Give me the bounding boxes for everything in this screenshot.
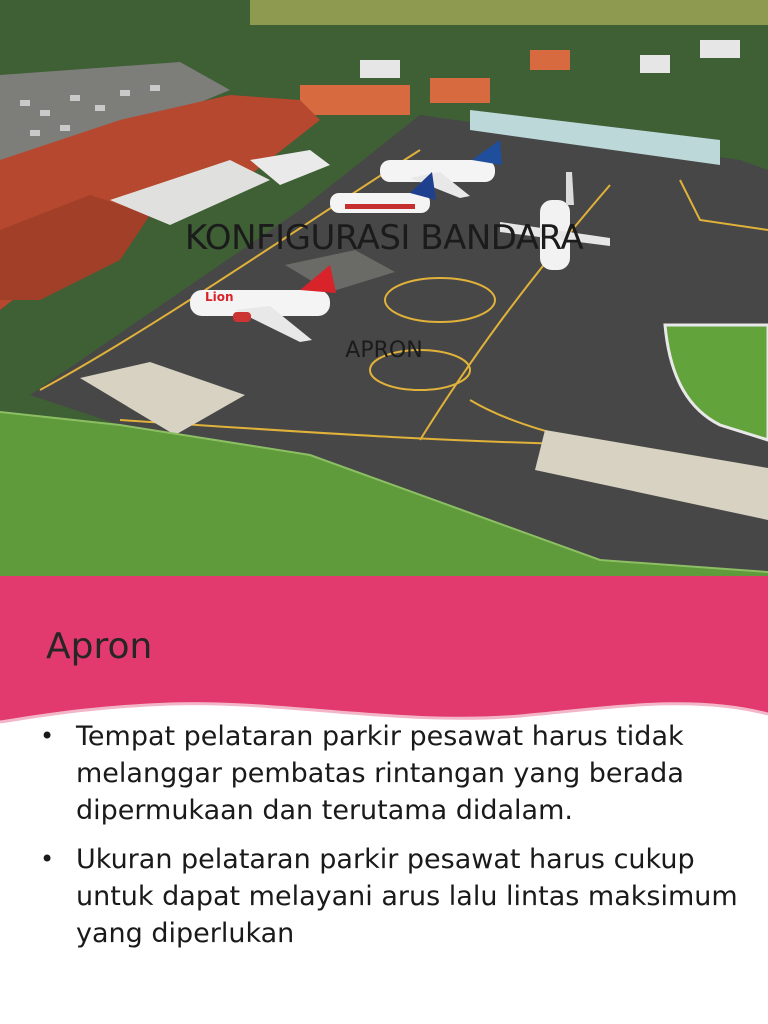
rice-field <box>250 0 768 25</box>
list-item <box>40 718 740 829</box>
list-item <box>40 841 740 952</box>
bullet-text: Tempat pelataran parkir pesawat harus tidak melanggar pembatas rintangan yang berada dipermukaan dan terutama didalam. <box>76 721 684 826</box>
bullet-text: Ukuran pelataran parkir pesawat harus cukup untuk dapat melayani arus lalu lintas maksimum yang diperlukan <box>76 844 738 949</box>
photo-subtitle: APRON <box>345 338 423 363</box>
section-title: Apron <box>46 626 153 667</box>
content-slide <box>0 576 768 1024</box>
bullet-marker: • <box>40 722 55 750</box>
photo-title: KONFIGURASI BANDARA <box>184 218 584 258</box>
bullet-marker: • <box>40 845 55 873</box>
bullet-list <box>40 718 740 964</box>
lion-livery-text: Lion <box>205 290 234 304</box>
